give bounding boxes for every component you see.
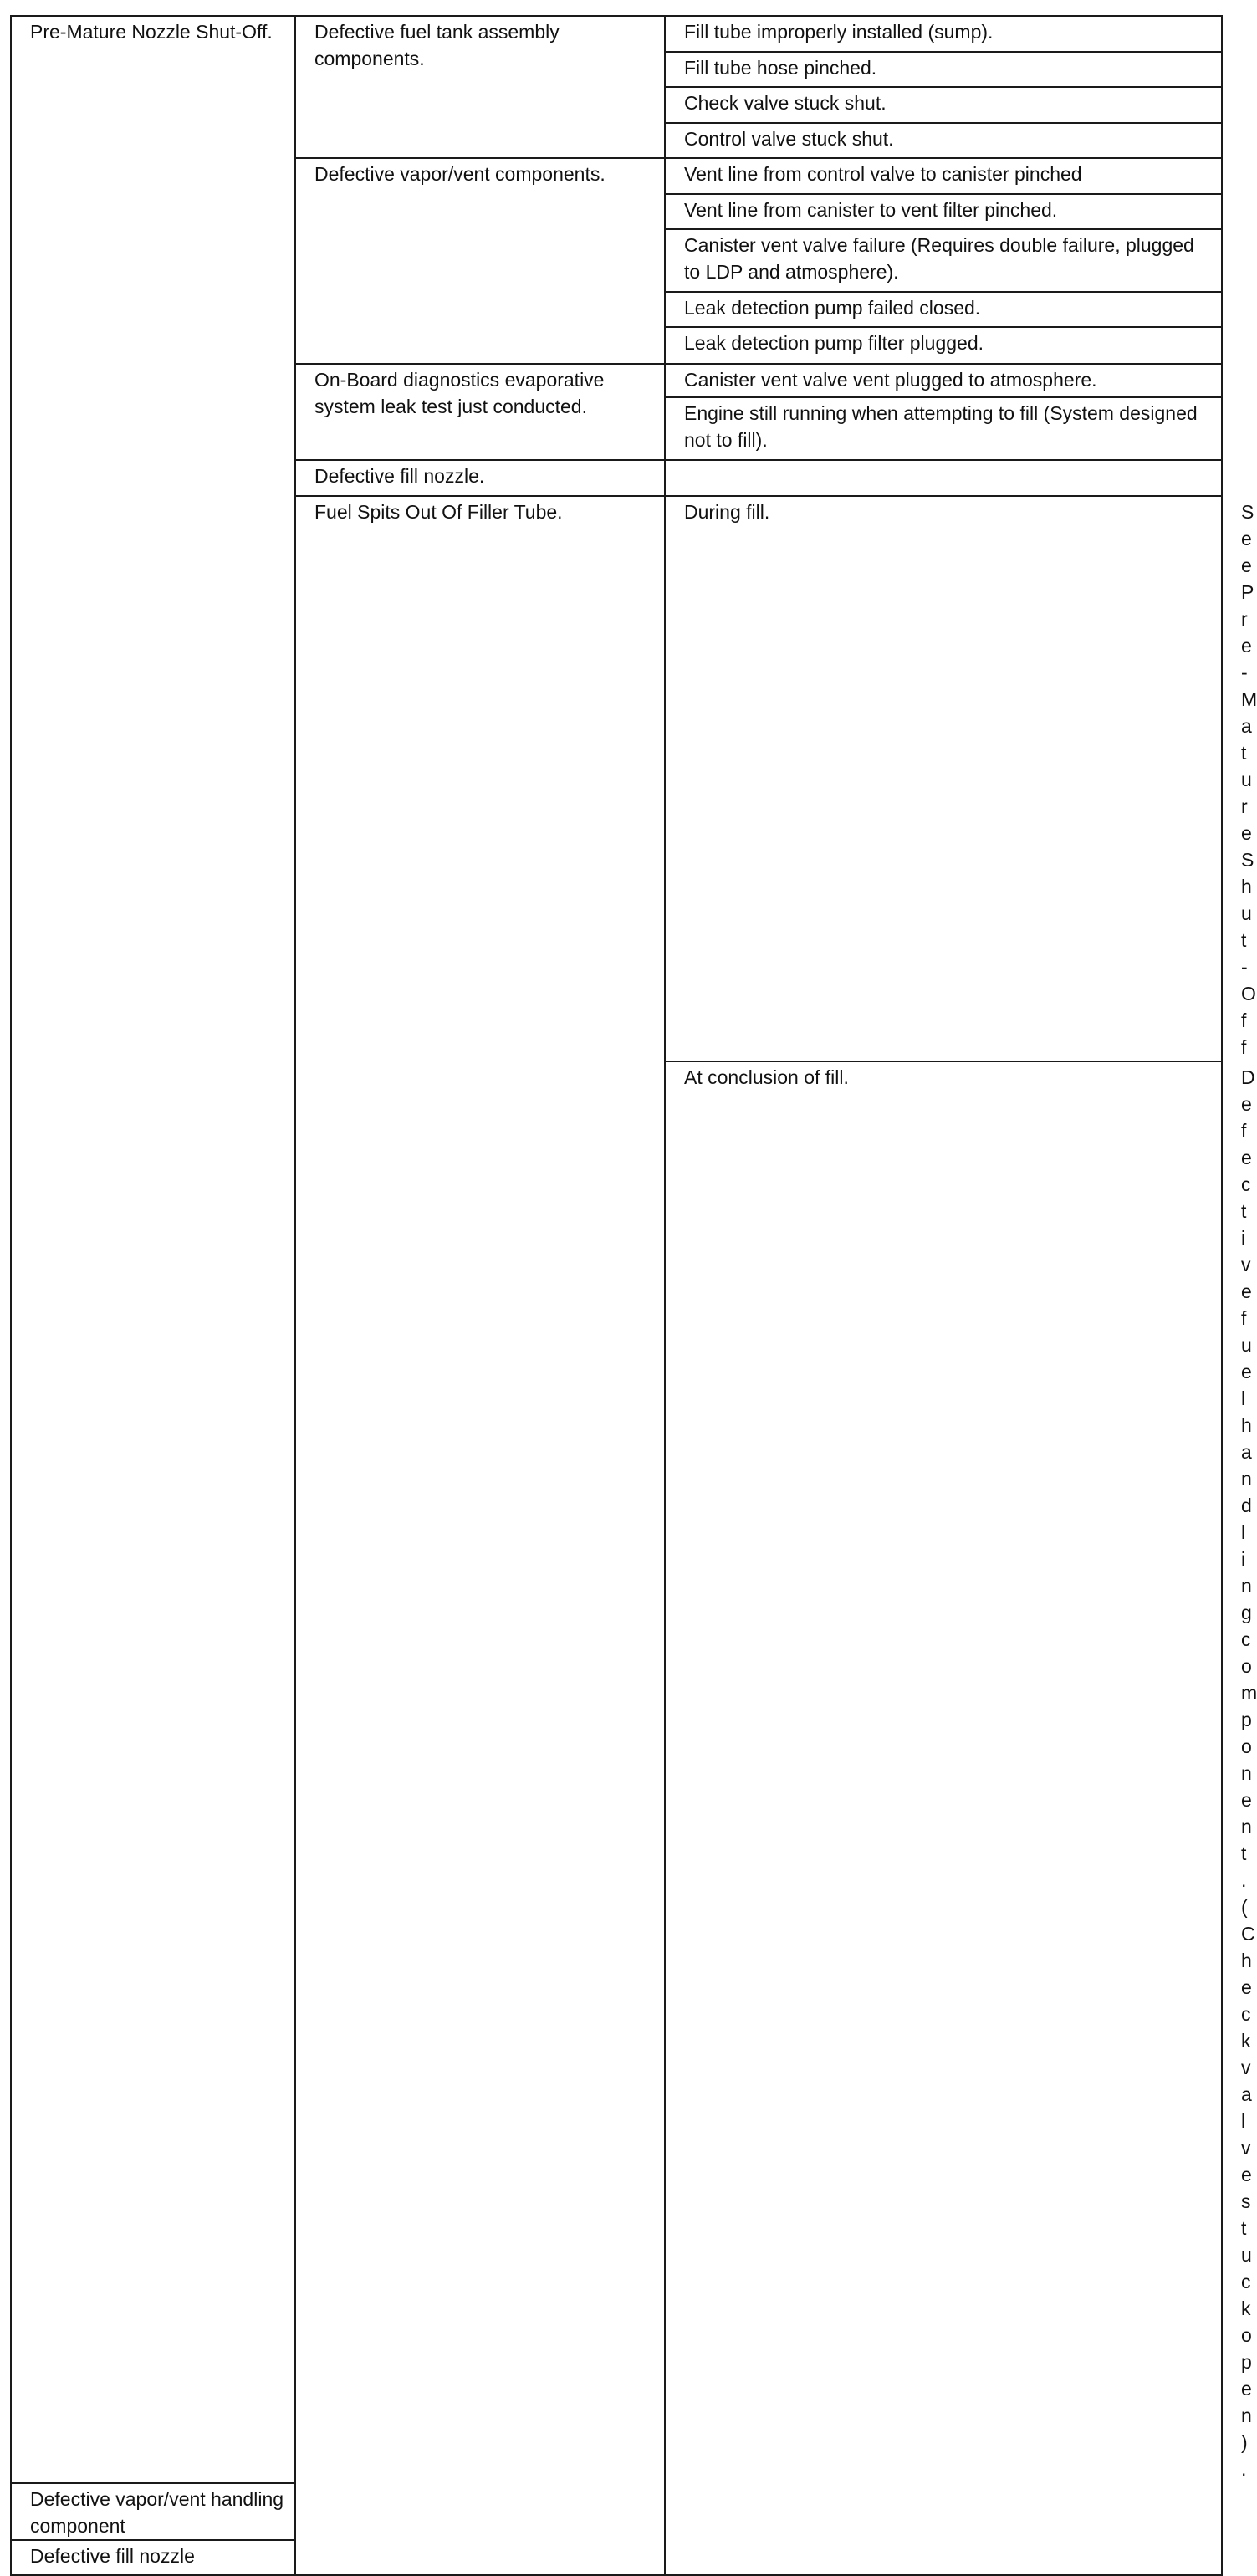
remedy-cell: Fill tube improperly installed (sump). <box>665 16 1222 52</box>
remedy-cell: Leak detection pump failed closed. <box>665 292 1222 327</box>
remedy-cell: Fill tube hose pinched. <box>665 52 1222 87</box>
remedy-cell: Defective vapor/vent handling component <box>11 2483 295 2540</box>
condition-cell: Defective vapor/vent components. <box>295 158 665 364</box>
condition-cell: During fill. <box>665 496 1222 1061</box>
table-row <box>11 16 1222 52</box>
condition-cell: Defective fill nozzle. <box>295 460 665 496</box>
remedy-cell: Defective fill nozzle <box>11 2540 295 2575</box>
condition-cell: At conclusion of fill. <box>665 1061 1222 2575</box>
remedy-cell: Vent line from control valve to canister pinched <box>665 158 1222 194</box>
condition-cell: On-Board diagnostics evaporative system leak test just conducted. <box>295 364 665 460</box>
diagnosis-table <box>10 15 1257 2576</box>
remedy-cell: Leak detection pump filter plugged. <box>665 327 1222 364</box>
remedy-cell: Canister vent valve vent plugged to atmosphere. <box>665 364 1222 397</box>
remedy-cell: Vent line from canister to vent filter pinched. <box>665 194 1222 229</box>
remedy-cell: Check valve stuck shut. <box>665 87 1222 123</box>
symptom-cell: Fuel Spits Out Of Filler Tube. <box>295 496 665 2575</box>
remedy-cell: Canister vent valve failure (Requires double failure, plugged to LDP and atmosphere). <box>665 229 1222 292</box>
remedy-cell <box>665 460 1222 496</box>
table-row: At conclusion of fill. Defective fuel handling component. (Check valve stuck open). <box>11 1061 1222 2483</box>
condition-cell: Defective fuel tank assembly components. <box>295 16 665 158</box>
remedy-cell: Control valve stuck shut. <box>665 123 1222 158</box>
remedy-cell: Engine still running when attempting to fill (System designed not to fill). <box>665 397 1222 460</box>
symptom-cell: Pre-Mature Nozzle Shut-Off. <box>11 16 295 2483</box>
table-row: Fuel Spits Out Of Filler Tube. During fill. See Pre-Mature Shut-Off <box>11 496 1222 1061</box>
